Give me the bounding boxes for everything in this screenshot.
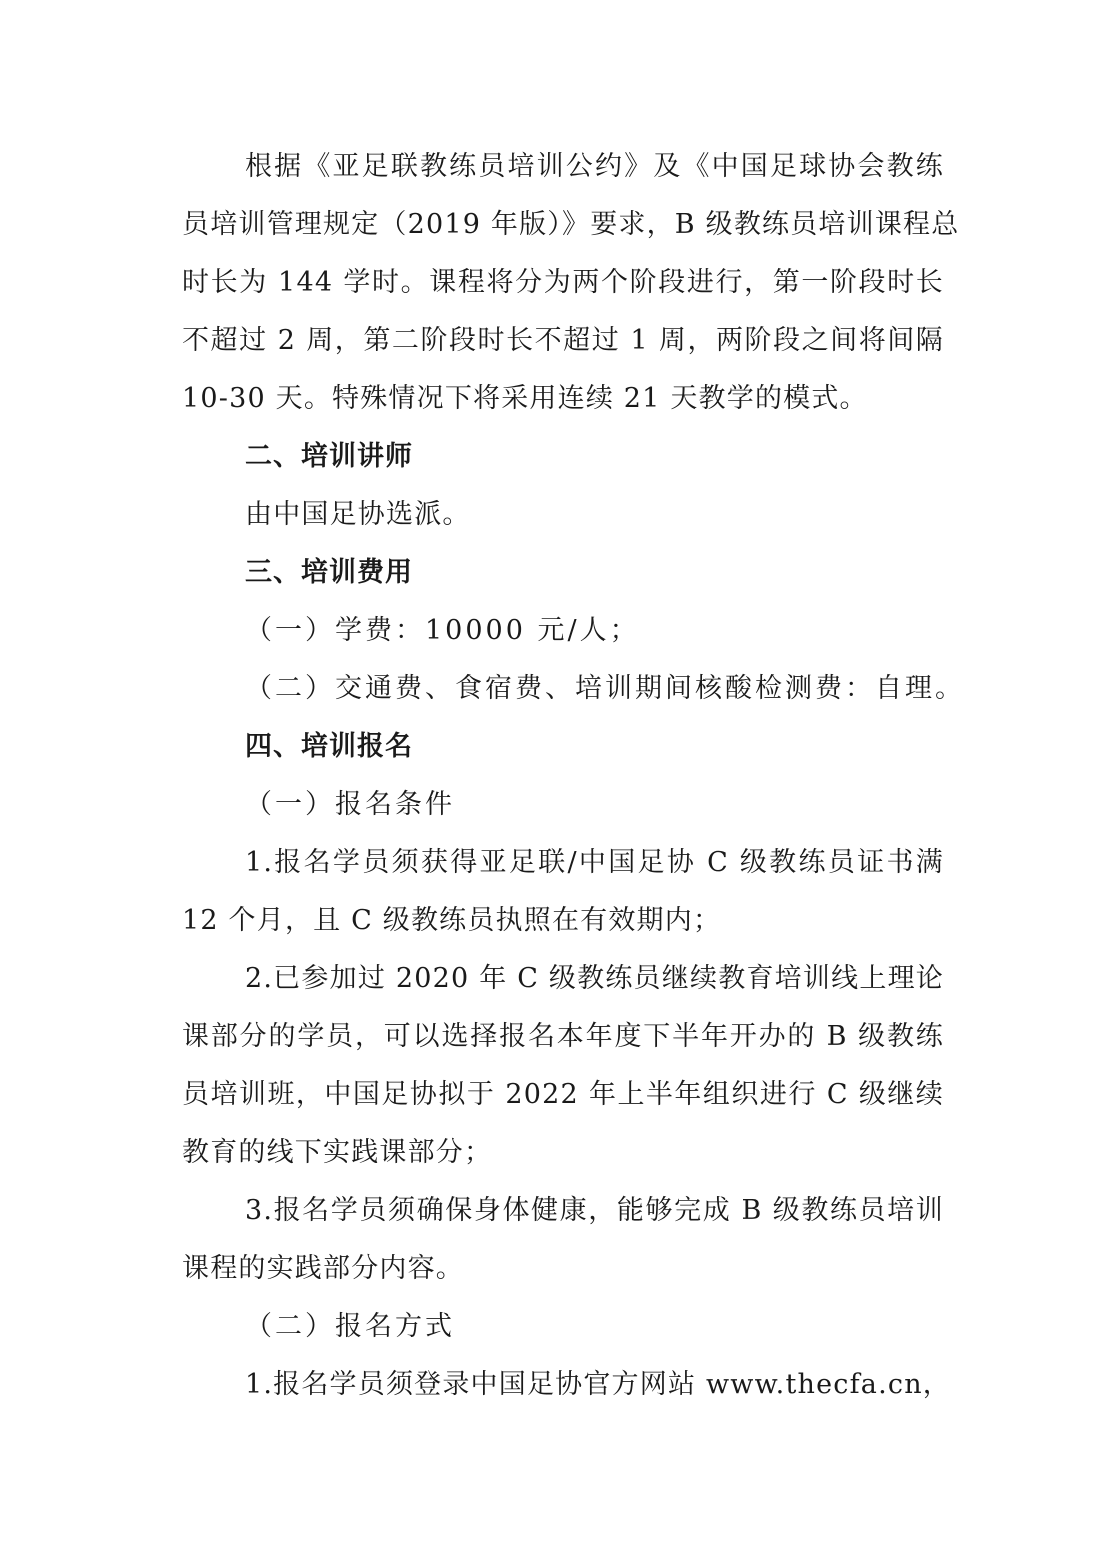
paragraph-line: 时长为 144 学时。课程将分为两个阶段进行，第一阶段时长 <box>182 267 944 298</box>
paragraph-line: 3.报名学员须确保身体健康，能够完成 B 级教练员培训 <box>245 1195 944 1226</box>
paragraph-line: 由中国足协选派。 <box>245 499 471 530</box>
paragraph-line: 根据《亚足联教练员培训公约》及《中国足球协会教练 <box>245 151 944 182</box>
section-heading-registration: 四、培训报名 <box>245 731 413 762</box>
paragraph-line: 不超过 2 周，第二阶段时长不超过 1 周，两阶段之间将间隔 <box>182 325 944 356</box>
paragraph-line: 12 个月，且 C 级教练员执照在有效期内； <box>182 905 722 936</box>
paragraph-line: 课程的实践部分内容。 <box>182 1253 464 1284</box>
fee-item-expenses: （二）交通费、食宿费、培训期间核酸检测费：自理。 <box>245 673 965 704</box>
paragraph-line: 课部分的学员，可以选择报名本年度下半年开办的 B 级教练 <box>182 1021 944 1052</box>
section-heading-fees: 三、培训费用 <box>245 557 413 588</box>
paragraph-line: 员培训管理规定（2019 年版）》要求，B 级教练员培训课程总 <box>182 209 960 240</box>
paragraph-line: 教育的线下实践课部分； <box>182 1137 493 1168</box>
section-heading-instructors: 二、培训讲师 <box>245 441 413 472</box>
paragraph-line: 1.报名学员须获得亚足联/中国足协 C 级教练员证书满 <box>245 847 944 878</box>
subheading-conditions: （一）报名条件 <box>245 789 455 820</box>
paragraph-line: 2.已参加过 2020 年 C 级教练员继续教育培训线上理论 <box>245 963 944 994</box>
paragraph-line: 10-30 天。特殊情况下将采用连续 21 天教学的模式。 <box>182 383 868 414</box>
subheading-method: （二）报名方式 <box>245 1311 455 1342</box>
fee-item-tuition: （一）学费：10000 元/人； <box>245 615 640 646</box>
document-body <box>182 138 965 1414</box>
paragraph-line: 1.报名学员须登录中国足协官方网站 www.thecfa.cn， <box>245 1369 951 1400</box>
paragraph-line: 员培训班，中国足协拟于 2022 年上半年组织进行 C 级继续 <box>182 1079 944 1110</box>
